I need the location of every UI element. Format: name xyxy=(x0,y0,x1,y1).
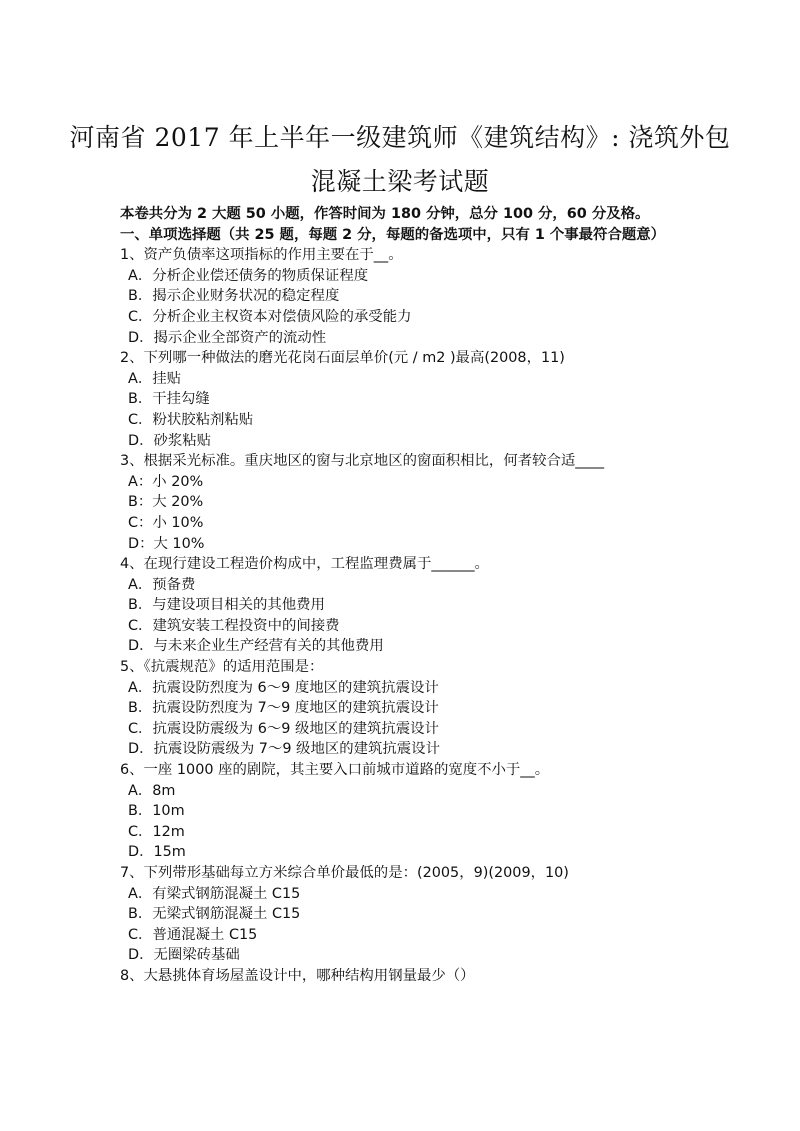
question-7 xyxy=(120,863,688,966)
question-1 xyxy=(120,245,688,348)
question-stem: 2、下列哪一种做法的磨光花岗石面层单价(元 / m2 )最高(2008，11) xyxy=(120,350,565,367)
question-3 xyxy=(120,451,688,554)
question-option: A．挂贴 xyxy=(128,370,182,387)
question-option: D．揭示企业全部资产的流动性 xyxy=(128,329,327,346)
question-6 xyxy=(120,760,688,863)
question-option: B：大 20% xyxy=(128,494,204,511)
question-2 xyxy=(120,348,688,451)
question-option: C．建筑安装工程投资中的间接费 xyxy=(128,617,340,634)
question-option: C．抗震设防震级为 6～9 级地区的建筑抗震设计 xyxy=(128,720,439,737)
question-option: A．预备费 xyxy=(128,576,196,593)
question-stem: 4、在现行建设工程造价构成中，工程监理费属于______。 xyxy=(120,556,489,573)
section-heading: 一、单项选择题（共 25 题，每题 2 分，每题的备选项中，只有 1 个事最符合题意） xyxy=(120,226,666,243)
question-stem: 5、《抗震规范》的适用范围是： xyxy=(120,659,324,676)
question-option: D．抗震设防震级为 7～9 级地区的建筑抗震设计 xyxy=(128,741,440,758)
question-option: C．粉状胶粘剂粘贴 xyxy=(128,411,254,428)
question-stem: 1、资产负债率这项指标的作用主要在于__。 xyxy=(120,247,403,264)
question-option: D．15m xyxy=(128,844,186,861)
question-option: B．无梁式钢筋混凝土 C15 xyxy=(128,906,301,923)
question-option: B．10m xyxy=(128,803,185,820)
question-stem: 6、一座 1000 座的剧院，其主要入口前城市道路的宽度不小于__。 xyxy=(120,762,550,779)
question-option: A．有梁式钢筋混凝土 C15 xyxy=(128,885,301,902)
question-option: D：大 10% xyxy=(128,535,205,552)
question-option: B．抗震设防烈度为 7～9 度地区的建筑抗震设计 xyxy=(128,700,439,717)
question-option: C：小 10% xyxy=(128,514,204,531)
question-option: B．与建设项目相关的其他费用 xyxy=(128,597,325,614)
document-title-line-1: 河南省 2017 年上半年一级建筑师《建筑结构》: 浇筑外包 xyxy=(69,123,731,152)
question-option: A．抗震设防烈度为 6～9 度地区的建筑抗震设计 xyxy=(128,679,439,696)
question-stem: 3、根据采光标准。重庆地区的窗与北京地区的窗面积相比，何者较合适____ xyxy=(120,453,605,470)
question-option: B．揭示企业财务状况的稳定程度 xyxy=(128,288,340,305)
question-stem: 8、大悬挑体育场屋盖设计中，哪种结构用钢量最少（） xyxy=(120,967,475,984)
question-option: D．与未来企业生产经营有关的其他费用 xyxy=(128,638,384,655)
question-5 xyxy=(120,657,688,760)
question-8 xyxy=(120,966,688,987)
question-option: B．干挂勾缝 xyxy=(128,391,210,408)
question-option: D．无圈梁砖基础 xyxy=(128,947,240,964)
question-option: A：小 20% xyxy=(128,473,204,490)
question-option: C．12m xyxy=(128,823,185,840)
document-title-line-2: 混凝土梁考试题 xyxy=(310,167,490,196)
question-option: C．普通混凝土 C15 xyxy=(128,926,258,943)
document-body xyxy=(120,204,688,987)
question-4 xyxy=(120,554,688,657)
question-stem: 7、下列带形基础每立方米综合单价最低的是：(2005，9)(2009，10) xyxy=(120,865,569,881)
question-option: C．分析企业主权资本对偿债风险的承受能力 xyxy=(128,308,412,325)
exam-intro: 本卷共分为 2 大题 50 小题，作答时间为 180 分钟，总分 100 分，60 分及格。 xyxy=(120,206,650,222)
question-option: D．砂浆粘贴 xyxy=(128,432,212,449)
question-option: A．8m xyxy=(128,782,176,799)
question-option: A．分析企业偿还债务的物质保证程度 xyxy=(128,267,369,284)
